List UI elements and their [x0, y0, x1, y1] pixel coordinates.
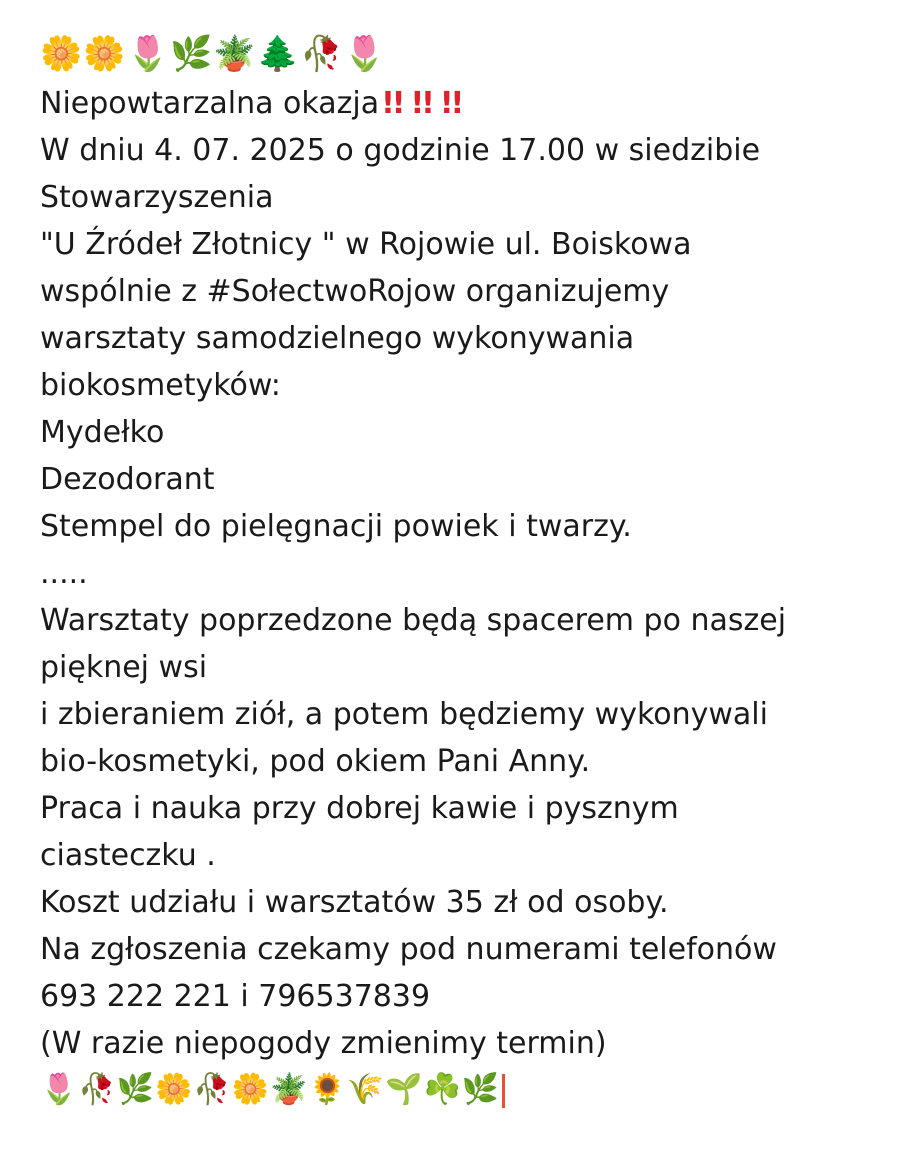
text-line: Na zgłoszenia czekamy pod numerami telefonów: [40, 932, 777, 967]
text-line: i zbieraniem ziół, a potem będziemy wykonywali: [40, 697, 768, 732]
headline-text: Niepowtarzalna okazja: [40, 86, 380, 121]
text-line: W dniu 4. 07. 2025 o godzinie 17.00 w siedzibie: [40, 133, 761, 168]
text-line: pięknej wsi: [40, 650, 208, 685]
emoji-bottom-text: 🌷🥀🌿🌼🥀🌼🪴🌻🌾🌱☘️🌿: [40, 1072, 501, 1107]
double-exclamation-icon: !!: [410, 86, 432, 121]
text-line: bio-kosmetyki, pod okiem Pani Anny.: [40, 744, 591, 779]
text-cursor: [502, 1074, 505, 1108]
text-line: .....: [40, 556, 88, 591]
text-line: Warsztaty poprzedzone będą spacerem po naszej: [40, 603, 787, 638]
text-line: Praca i nauka przy dobrej kawie i pysznym: [40, 791, 679, 826]
text-line: Koszt udziału i warsztatów 35 zł od osoby.: [40, 885, 669, 920]
text-line: Mydełko: [40, 415, 165, 450]
text-line: ciasteczku .: [40, 838, 216, 873]
text-line: Stowarzyszenia: [40, 180, 274, 215]
text-line: Stempel do pielęgnacji powiek i twarzy.: [40, 509, 632, 544]
emoji-row-top: 🌼🌼🌷🌿🪴🌲🥀🌷: [40, 34, 387, 74]
post-text[interactable]: [40, 28, 880, 1113]
double-exclamation-icon: !!: [439, 86, 462, 121]
text-line: biokosmetyków:: [40, 368, 281, 403]
text-line: (W razie niepogody zmienimy termin): [40, 1026, 607, 1061]
headline: [40, 80, 880, 127]
text-line: Dezodorant: [40, 462, 215, 497]
double-exclamation-icon: !!: [381, 86, 403, 121]
emoji-row-bottom: [40, 1067, 880, 1113]
text-line: 693 222 221 i 796537839: [40, 979, 431, 1014]
text-line: "U Źródeł Złotnicy " w Rojowie ul. Boiskowa: [40, 227, 692, 262]
text-line: warsztaty samodzielnego wykonywania: [40, 321, 635, 356]
text-line: wspólnie z #SołectwoRojow organizujemy: [40, 274, 670, 309]
